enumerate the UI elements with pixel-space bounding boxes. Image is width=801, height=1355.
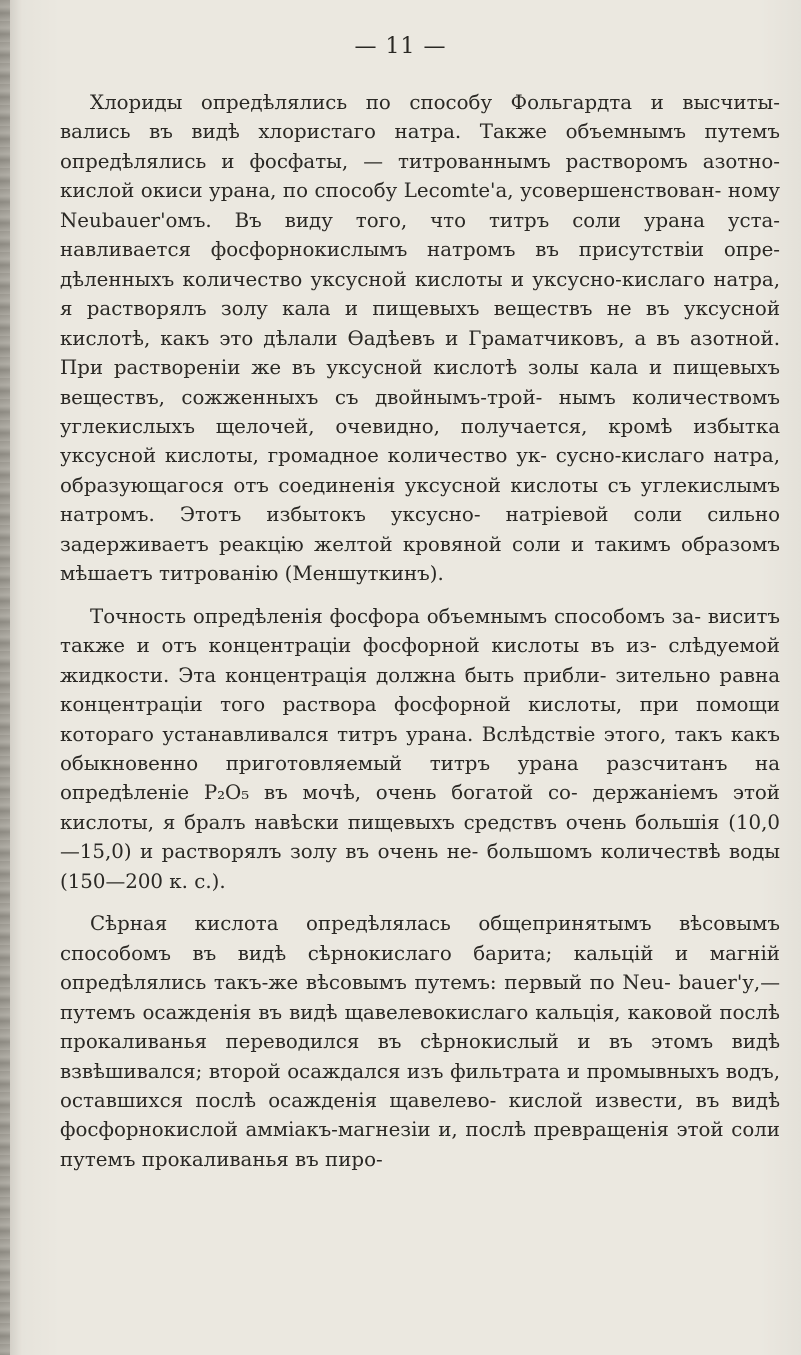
page-number: — 11 — <box>354 34 447 59</box>
body-text <box>60 88 780 1174</box>
binding-gutter <box>0 0 10 1355</box>
paragraph-phosphorus-accuracy: Точность опредѣленія фосфора объемнымъ способомъ за- виситъ также и отъ концентраціи фосфорной кислоты въ из- слѣдуемой жидкости. Эта концентрація должна быть прибли- зительно равна концентраціи того раствора фосфорной кислоты, при помощи котораго устанавливался титръ урана. Вслѣдствіе этого, такъ какъ обыкновенно приготовляемый титръ урана разсчитанъ на опредѣленіе P₂O₅ въ мочѣ, очень богатой со- держаніемъ этой кислоты, я бралъ навѣски пищевыхъ средствъ очень большія (10,0—15,0) и растворялъ золу въ очень не- большомъ количествѣ воды (150—200 к. с.). <box>60 604 780 893</box>
paragraph-sulfuric-calcium-magnesium: Сѣрная кислота опредѣлялась общепринятымъ вѣсовымъ способомъ въ видѣ сѣрнокислаго барита; кальцій и магній опредѣлялись такъ-же вѣсовымъ путемъ: первый по Neu- bauer'у,—путемъ осажденія въ видѣ щавелевокислаго кальція, каковой послѣ прокаливанья переводился въ сѣрнокислый и въ этомъ видѣ взвѣшивался; второй осаждался изъ фильтрата и промывныхъ водъ, оставшихся послѣ осажденія щавелево- кислой извести, въ видѣ фосфорнокислой амміакъ-магнезіи и, послѣ превращенія этой соли путемъ прокаливанья въ пиро- <box>60 912 780 1171</box>
paragraph-chlorides-phosphates: Хлориды опредѣлялись по способу Фольгардта и высчиты- вались въ видѣ хлористаго натра. Также объемнымъ путемъ опредѣлялись и фосфаты, — титрованнымъ растворомъ азотно- кислой окиси урана, по способу Lecomte'a, усовершенствован- ному Neubauer'омъ. Въ виду того, что титръ соли урана уста- навливается фосфорнокислымъ натромъ въ присутствіи опре- дѣленныхъ количество уксусной кислоты и уксусно-кислаго натра, я растворялъ золу кала и пищевыхъ веществъ не въ уксусной кислотѣ, какъ это дѣлали Ѳадѣевъ и Граматчиковъ, а въ азотной. При раствореніи же въ уксусной кислотѣ золы кала и пищевыхъ веществъ, сожженныхъ съ двойнымъ-трой- нымъ количествомъ углекислыхъ щелочей, очевидно, получается, кромѣ избытка уксусной кислоты, громадное количество ук- сусно-кислаго натра, образующагося отъ соединенія уксусной кислоты съ углекислымъ натромъ. Этотъ избытокъ уксусно- натріевой соли сильно задерживаетъ реакцію желтой кровяной соли и такимъ образомъ мѣшаетъ титрованію (Меншуткинъ). <box>60 91 780 586</box>
